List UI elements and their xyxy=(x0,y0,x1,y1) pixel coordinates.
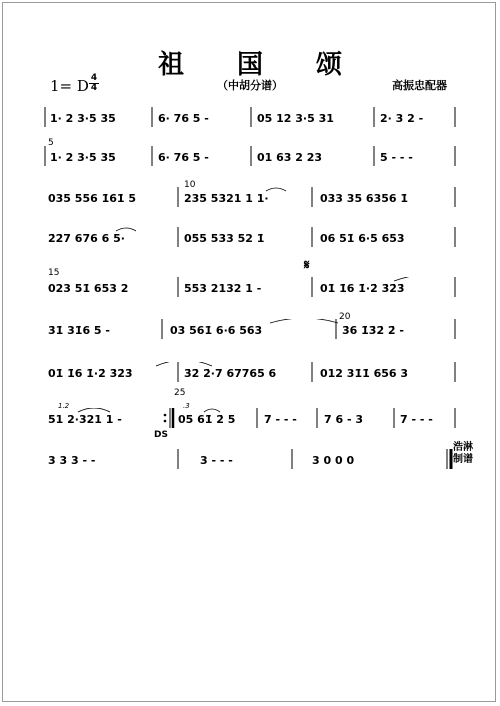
measure-4: 2· 3 2 - xyxy=(380,112,424,125)
measure-number-20: 20 xyxy=(339,312,351,322)
time-signature xyxy=(88,74,100,93)
measure-26: 7 - - - xyxy=(264,413,297,426)
staff-line-9-svg xyxy=(44,449,456,469)
staff-line-4-svg xyxy=(44,227,456,247)
staff-line-7-svg xyxy=(44,362,456,382)
key-signature: 1= D xyxy=(50,77,89,95)
slur xyxy=(394,277,450,281)
measure-number-5: 5 xyxy=(48,138,54,148)
measure-7: 01 63 2 23 xyxy=(257,151,323,164)
staff-line-7 xyxy=(44,362,456,382)
staff-line-8 xyxy=(44,408,456,428)
measure-11: 033 35 6356 1̇ xyxy=(320,192,409,205)
measure-17: 01̇ 1̇6 1̇·2̇ 3̇2̇3̇ xyxy=(320,282,405,295)
measure-number-15: 15 xyxy=(48,268,60,278)
measure-14: 06 51̇ 6·5 653 xyxy=(320,232,405,245)
staff-line-5-svg xyxy=(44,277,456,297)
measure-29: 3 3 3 - - xyxy=(48,454,96,467)
staff-line-2-svg xyxy=(44,146,456,166)
staff-line-1 xyxy=(44,107,456,127)
measure-8: 5 - - - xyxy=(380,151,413,164)
time-signature-bottom: 4 xyxy=(90,83,98,93)
transcriber-credit xyxy=(453,442,477,466)
volta-1: 1.2 xyxy=(58,402,70,410)
slur xyxy=(156,362,212,366)
staff-line-5 xyxy=(44,277,456,297)
repeat-dot xyxy=(164,414,167,417)
staff-line-1-svg xyxy=(44,107,456,127)
ds-marker: DS xyxy=(154,430,168,440)
subtitle: （中胡分谱） xyxy=(217,79,283,92)
volta-2: .3 xyxy=(183,402,190,410)
measure-30: 3 - - - xyxy=(200,454,233,467)
tie xyxy=(116,228,136,231)
staff-line-3 xyxy=(44,187,456,207)
measure-31: 3 0 0 0 xyxy=(312,454,355,467)
measure-5: 1· 2 3·5 35 xyxy=(50,151,116,164)
tie xyxy=(266,188,286,191)
slur xyxy=(270,319,338,323)
credit-line-2: 制谱 xyxy=(453,454,473,465)
measure-number-25: 25 xyxy=(174,388,186,398)
measure-19: 03 561̇ 6·6 563 xyxy=(170,324,263,337)
staff-line-9 xyxy=(44,449,456,469)
measure-25: 05 61̇ 2̇ 5 xyxy=(178,413,236,426)
measure-22: 3̇2̇ 2̇·7 67765 6 xyxy=(184,367,277,380)
measure-1: 1· 2 3·5 35 xyxy=(50,112,116,125)
measure-16: 553 2132 1 - xyxy=(184,282,262,295)
staff-line-4 xyxy=(44,227,456,247)
slur xyxy=(78,408,110,412)
staff-line-2 xyxy=(44,146,456,166)
measure-13: 055 533 52 1̇ xyxy=(184,232,265,245)
credit-line-1: 浩淋 xyxy=(453,442,473,453)
measure-18: 3̇1̇ 31̇6 5 - xyxy=(48,324,110,337)
measure-9: 035 556 1̇6̇1̇ 5 xyxy=(48,192,137,205)
measure-21: 01̇ 1̇6 1̇·2̇ 3̇2̇3̇ xyxy=(48,367,133,380)
measure-number-10: 10 xyxy=(184,180,196,190)
measure-10: 235 5321 1 1· xyxy=(184,192,269,205)
staff-line-3-svg xyxy=(44,187,456,207)
measure-15: 023 51̇ 653 2 xyxy=(48,282,129,295)
measure-2: 6· 76 5 - xyxy=(158,112,209,125)
time-signature-top: 4 xyxy=(90,73,98,83)
measure-24: 51 2·321 1 - xyxy=(48,413,122,426)
measure-12: 2̇2̇7 676 6 5· xyxy=(48,232,125,245)
slur xyxy=(204,409,220,412)
staff-line-8-svg xyxy=(44,408,456,428)
segno-sign: 𝄋 xyxy=(304,258,310,273)
measure-20: 3̇6 1̇3̇2̇ 2̇ - xyxy=(342,324,404,337)
measure-3: 05 12 3·5 31 xyxy=(257,112,334,125)
arranger-credit: 高振忠配器 xyxy=(392,79,447,92)
staff-line-6-svg xyxy=(44,319,456,339)
page-title: 祖 国 颂 xyxy=(157,50,365,80)
staff-line-6 xyxy=(44,319,456,339)
repeat-dot xyxy=(164,420,167,423)
measure-6: 6· 76 5 - xyxy=(158,151,209,164)
measure-28: 7 - - - xyxy=(400,413,433,426)
measure-23: 012 31̇1̇ 656 3 xyxy=(320,367,409,380)
measure-27: 7 6 - 3 xyxy=(324,413,364,426)
